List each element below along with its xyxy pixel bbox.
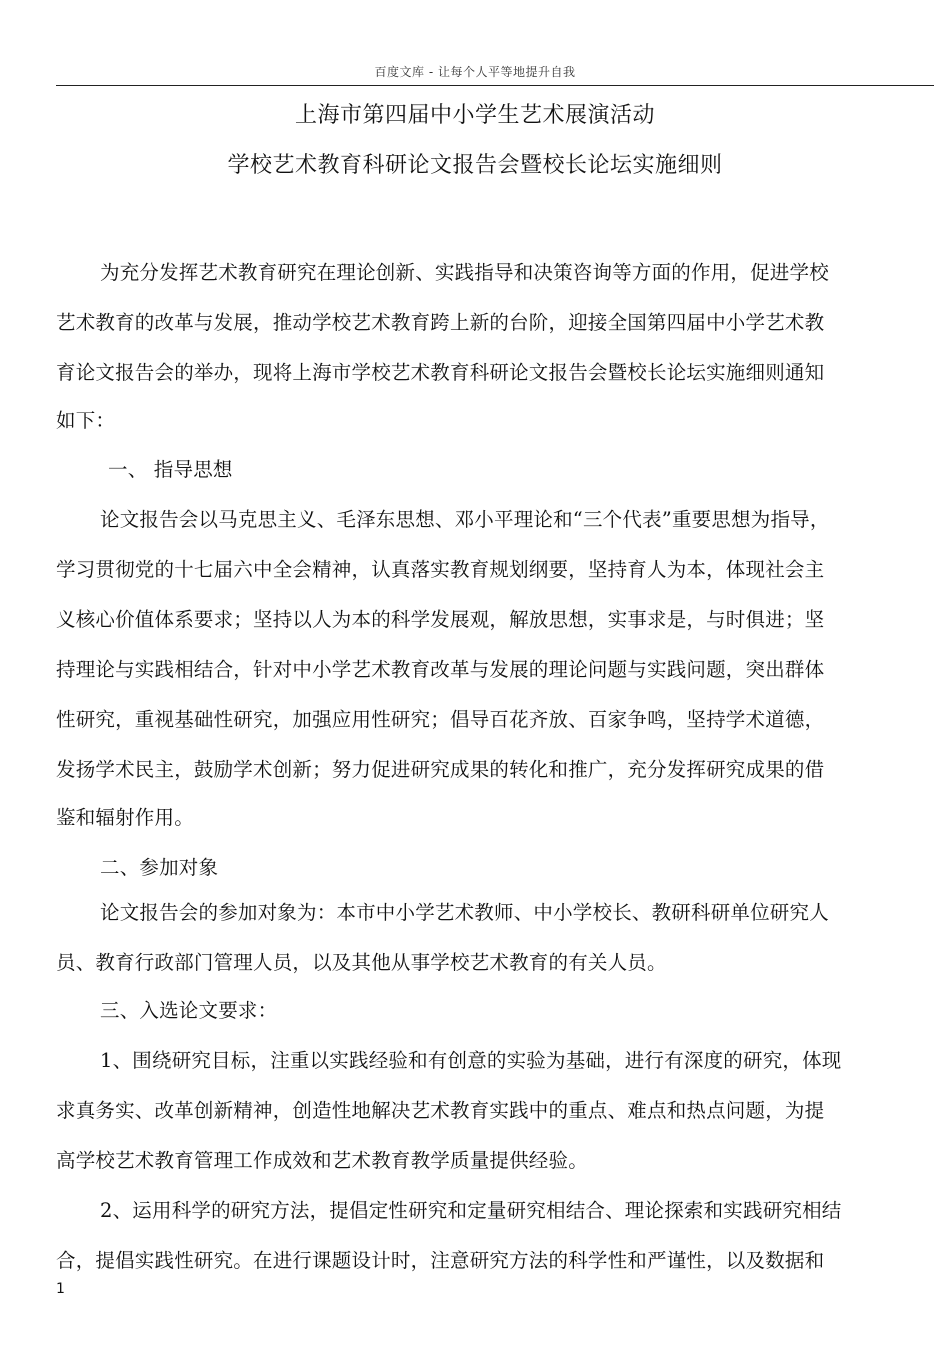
section-heading: 一、 指导思想 — [108, 458, 233, 481]
paragraph-line: 员、教育行政部门管理人员，以及其他从事学校艺术教育的有关人员。 — [56, 951, 667, 974]
paragraph-line: 1、围绕研究目标，注重以实践经验和有创意的实验为基础，进行有深度的研究，体现 — [100, 1049, 842, 1072]
paragraph-line: 论文报告会以马克思主义、毛泽东思想、邓小平理论和“三个代表”重要思想为指导， — [100, 508, 830, 531]
paragraph-line: 2、运用科学的研究方法，提倡定性研究和定量研究相结合、理论探索和实践研究相结 — [100, 1199, 842, 1222]
section-heading: 三、入选论文要求： — [100, 999, 278, 1022]
section-heading: 二、参加对象 — [100, 856, 219, 879]
document-title-line2: 学校艺术教育科研论文报告会暨校长论坛实施细则 — [227, 153, 723, 178]
paragraph-line: 求真务实、改革创新精神，创造性地解决艺术教育实践中的重点、难点和热点问题，为提 — [56, 1099, 825, 1122]
paragraph-line: 论文报告会的参加对象为：本市中小学艺术教师、中小学校长、教研科研单位研究人 — [100, 901, 829, 924]
paragraph-line: 如下： — [56, 409, 116, 432]
header-divider — [56, 85, 934, 86]
paragraph-line: 义核心价值体系要求；坚持以人为本的科学发展观，解放思想，实事求是，与时俱进；坚 — [56, 608, 825, 631]
paragraph-line: 发扬学术民主，鼓励学术创新；努力促进研究成果的转化和推广，充分发挥研究成果的借 — [56, 758, 825, 781]
paragraph-line: 为充分发挥艺术教育研究在理论创新、实践指导和决策咨询等方面的作用，促进学校 — [100, 261, 829, 284]
paragraph-line: 持理论与实践相结合，针对中小学艺术教育改革与发展的理论问题与实践问题，突出群体 — [56, 658, 825, 681]
paragraph-line: 合，提倡实践性研究。在进行课题设计时，注意研究方法的科学性和严谨性，以及数据和 — [56, 1249, 825, 1272]
paragraph-line: 育论文报告会的举办，现将上海市学校艺术教育科研论文报告会暨校长论坛实施细则通知 — [56, 361, 825, 384]
paragraph-line: 鉴和辐射作用。 — [56, 806, 194, 829]
document-title-line1: 上海市第四届中小学生艺术展演活动 — [294, 103, 655, 128]
paragraph-line: 高学校艺术教育管理工作成效和艺术教育教学质量提供经验。 — [56, 1149, 588, 1172]
page-number: 1 — [56, 1281, 65, 1297]
paragraph-line: 学习贯彻党的十七届六中全会精神，认真落实教育规划纲要，坚持育人为本，体现社会主 — [56, 558, 825, 581]
paragraph-line: 艺术教育的改革与发展，推动学校艺术教育跨上新的台阶，迎接全国第四届中小学艺术教 — [56, 311, 825, 334]
page-header: 百度文库 - 让每个人平等地提升自我 — [374, 65, 576, 79]
paragraph-line: 性研究，重视基础性研究，加强应用性研究；倡导百花齐放、百家争鸣，坚持学术道德， — [56, 708, 825, 731]
